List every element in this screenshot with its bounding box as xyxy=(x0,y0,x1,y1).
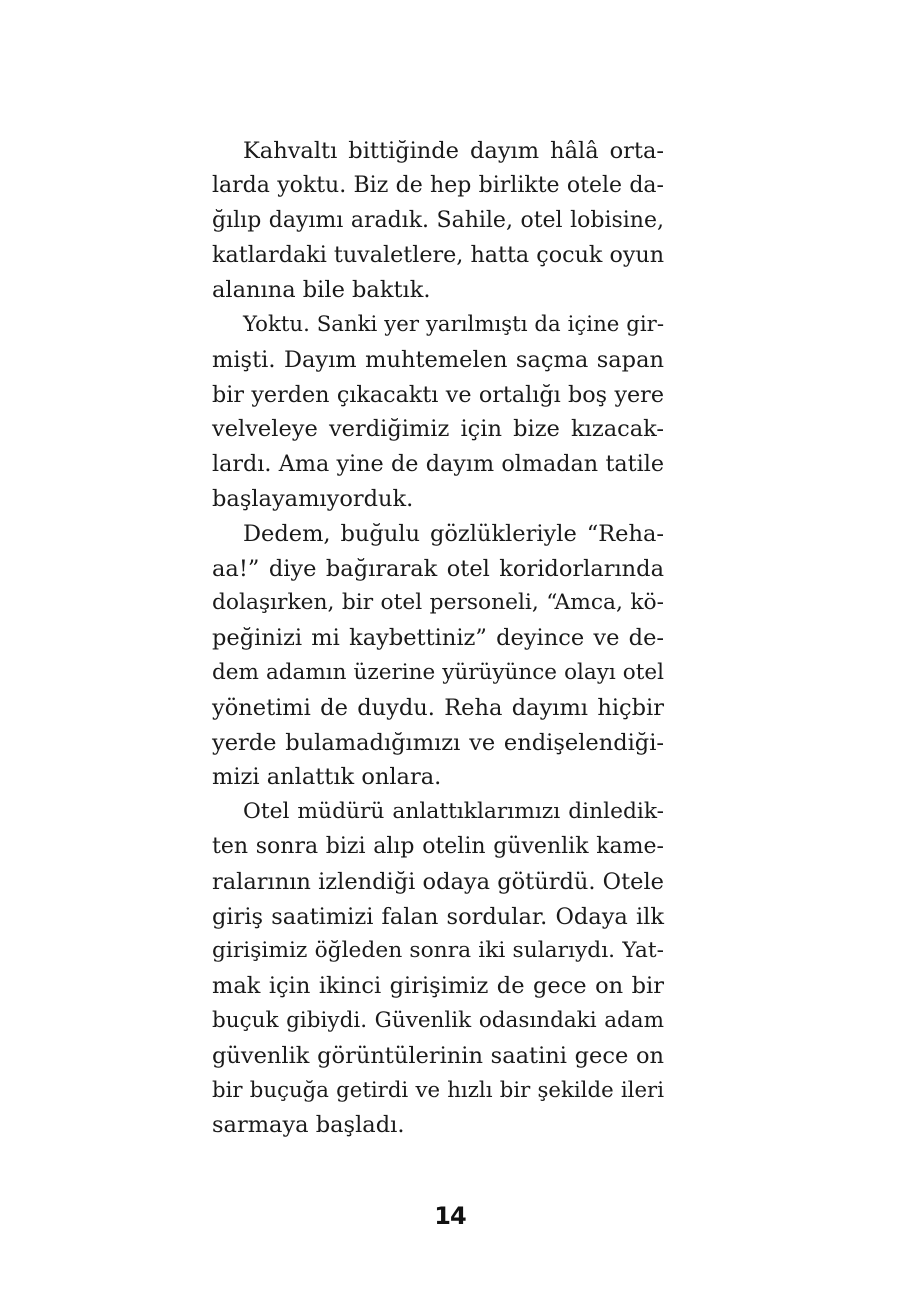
text-line: bir yerden çıkacaktı ve ortalığı boş yere xyxy=(212,381,664,408)
paragraph-2 xyxy=(212,308,664,517)
text-line: alanına bile baktık. xyxy=(212,277,431,304)
text-line: bir buçuğa getirdi ve hızlı bir şekilde ileri xyxy=(212,1077,664,1103)
text-line: dem adamın üzerine yürüyünce olayı otel xyxy=(212,659,664,685)
text-line: girişimiz öğleden sonra iki sularıydı. Yat- xyxy=(212,938,664,964)
text-line: mişti. Dayım muhtemelen saçma sapan xyxy=(212,346,664,373)
text-line: lardı. Ama yine de dayım olmadan tatile xyxy=(212,451,664,478)
text-line: sarmaya başladı. xyxy=(212,1112,405,1139)
text-line: ten sonra bizi alıp otelin güvenlik kame- xyxy=(212,833,664,859)
page-body xyxy=(212,134,664,1143)
text-line: aa!” diye bağırarak otel koridorlarında xyxy=(212,555,664,582)
text-line: başlayamıyorduk. xyxy=(212,485,414,512)
text-line: mizi anlattık onlara. xyxy=(212,764,442,791)
text-line: Dedem, buğulu gözlükleriyle “Reha- xyxy=(243,520,664,547)
text-line: mak için ikinci girişimiz de gece on bir xyxy=(212,973,664,1000)
paragraph-3 xyxy=(212,517,664,795)
text-line: Otel müdürü anlattıklarımızı dinledik- xyxy=(243,799,664,825)
text-line: peğinizi mi kaybettiniz” deyince ve de- xyxy=(212,625,664,652)
text-line: katlardaki tuvaletlere, hatta çocuk oyun xyxy=(212,242,665,269)
text-line: Kahvaltı bittiğinde dayım hâlâ orta- xyxy=(243,138,664,164)
text-line: buçuk gibiydi. Güvenlik odasındaki adam xyxy=(212,1007,664,1033)
text-line: larda yoktu. Biz de hep birlikte otele da- xyxy=(212,172,664,198)
paragraph-1 xyxy=(212,134,664,308)
text-line: yönetimi de duydu. Reha dayımı hiçbir xyxy=(212,694,664,721)
text-line: giriş saatimizi falan sordular. Odaya ilk xyxy=(212,903,664,930)
text-line: dolaşırken, bir otel personeli, “Amca, kö- xyxy=(212,590,664,616)
text-line: ralarının izlendiği odaya götürdü. Otele xyxy=(212,868,664,895)
paragraph-4 xyxy=(212,795,664,1143)
text-line: güvenlik görüntülerinin saatini gece on xyxy=(212,1042,664,1069)
text-line: ğılıp dayımı aradık. Sahile, otel lobisine, xyxy=(212,207,664,233)
text-line: yerde bulamadığımızı ve endişelendiği- xyxy=(212,729,664,756)
page-number: 14 xyxy=(434,1202,466,1230)
text-line: Yoktu. Sanki yer yarılmıştı da içine gir- xyxy=(243,311,664,337)
text-line: velveleye verdiğimiz için bize kızacak- xyxy=(212,416,664,443)
